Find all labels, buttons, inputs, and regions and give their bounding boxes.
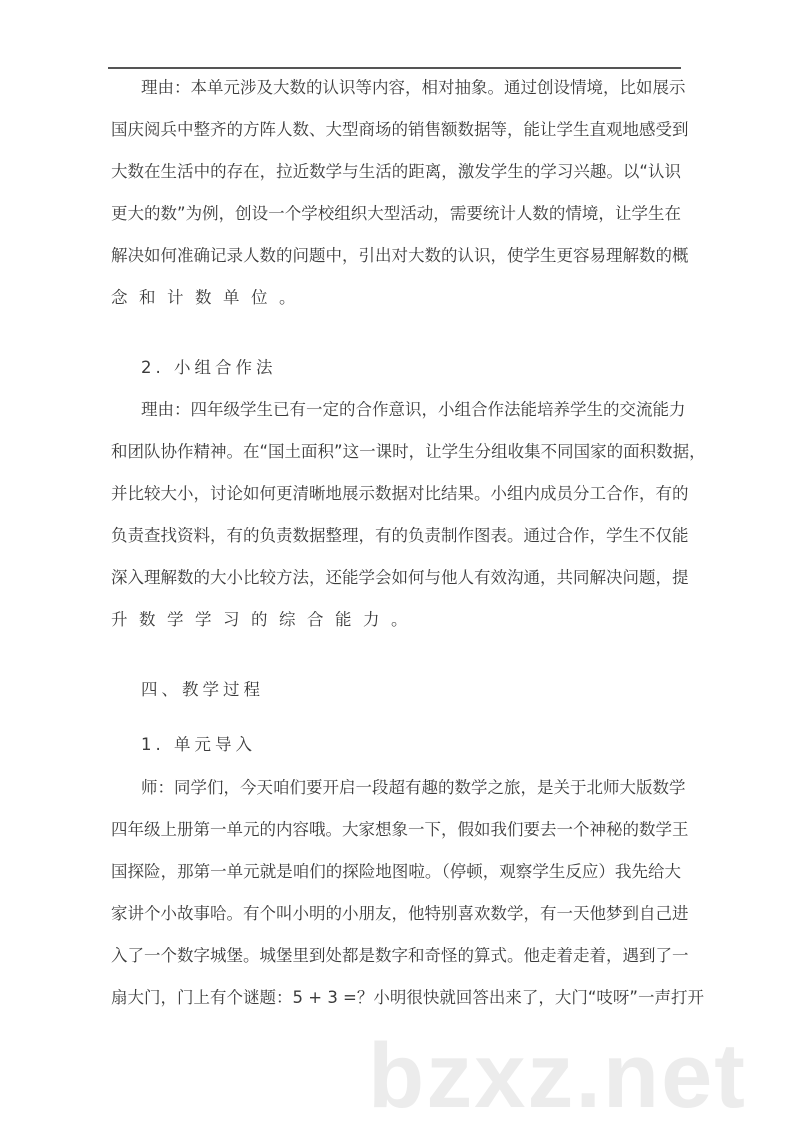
text-line: 并比较大小，讨论如何更清晰地展示数据对比结果。小组内成员分工合作，有的 xyxy=(111,484,689,503)
text-line: 四年级上册第一单元的内容哦。大家想象一下，假如我们要去一个神秘的数学王 xyxy=(111,820,689,839)
heading-teaching-process: 四、教学过程 xyxy=(141,680,264,699)
text-line: 升数学学习的综合能力。 xyxy=(111,610,419,629)
text-line: 大数在生活中的存在，拉近数学与生活的距离，激发学生的学习兴趣。以“认识 xyxy=(111,162,681,181)
text-line: 深入理解数的大小比较方法，还能学会如何与他人有效沟通，共同解决问题，提 xyxy=(111,568,689,587)
text-line: 国探险，那第一单元就是咱们的探险地图啦。（停顿，观察学生反应）我先给大 xyxy=(111,862,681,881)
header-rule xyxy=(108,67,681,69)
text-line: 负责查找资料，有的负责数据整理，有的负责制作图表。通过合作，学生不仅能 xyxy=(111,526,689,545)
text-line: 国庆阅兵中整齐的方阵人数、大型商场的销售额数据等，能让学生直观地感受到 xyxy=(111,120,689,139)
text-line: 念和计数单位。 xyxy=(111,288,307,307)
text-line: 理由：四年级学生已有一定的合作意识，小组合作法能培养学生的交流能力 xyxy=(141,400,686,419)
text-line: 扇大门，门上有个谜题：5 + 3 =？小明很快就回答出来了，大门“吱呀”一声打开 xyxy=(111,988,704,1007)
text-line: 和团队协作精神。在“国土面积”这一课时，让学生分组收集不同国家的面积数据， xyxy=(111,442,706,461)
heading-unit-intro: 1. 单元导入 xyxy=(141,735,256,754)
watermark: bzxz.net xyxy=(368,1025,747,1127)
text-line: 更大的数”为例，创设一个学校组织大型活动，需要统计人数的情境，让学生在 xyxy=(111,204,681,223)
text-line: 家讲个小故事哈。有个叫小明的小朋友，他特别喜欢数学，有一天他梦到自己进 xyxy=(111,904,689,923)
text-line: 理由：本单元涉及大数的认识等内容，相对抽象。通过创设情境，比如展示 xyxy=(141,78,686,97)
text-line: 解决如何准确记录人数的问题中，引出对大数的认识，使学生更容易理解数的概 xyxy=(111,246,689,265)
heading-group-work: 2. 小组合作法 xyxy=(141,358,277,377)
text-line: 入了一个数字城堡。城堡里到处都是数字和奇怪的算式。他走着走着，遇到了一 xyxy=(111,946,689,965)
text-line: 师：同学们，今天咱们要开启一段超有趣的数学之旅，是关于北师大版数学 xyxy=(141,778,686,797)
